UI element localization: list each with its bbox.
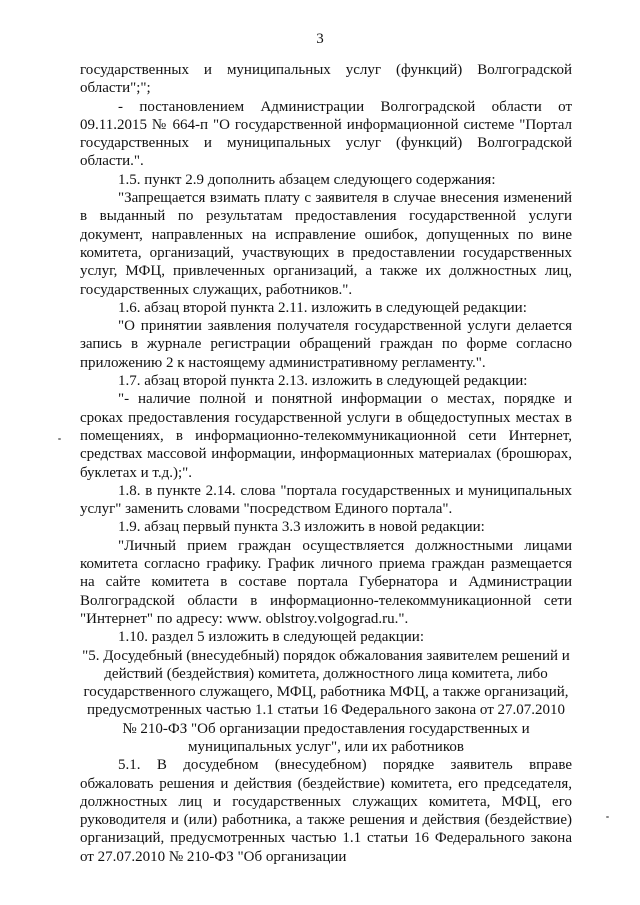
paragraph: - постановлением Администрации Волгоградской области от 09.11.2015 № 664-п "О государственной информационной системе "Портал государственных и муниципальных услуг (функций) Волгоградской области.". [80,98,572,170]
page-number: 3 [316,31,324,47]
paragraph: "О принятии заявления получателя государственной услуги делается запись в журнале регистрации обращений граждан по форме согласно приложению 2 к настоящему административному регламенту.". [80,318,572,371]
scan-speck [58,438,61,440]
paragraph: 1.8. в пункте 2.14. слова "портала государственных и муниципальных услуг" заменить словами "посредством Единого портала". [80,482,572,518]
section-heading: "5. Досудебный (внесудебный) порядок обжалования заявителем решений и действий (бездействия) комитета, должностного лица комитета, либо государственного служащего, МФЦ, работника МФЦ, а также организаций, предусмотренных частью 1.1 статьи 16 Федерального закона от 27.07.2010 № 210-ФЗ "Об организации предоставления государственных и муниципальных услуг", или их работников [82,647,570,755]
paragraph: 5.1. В досудебном (внесудебном) порядке заявитель вправе обжаловать решения и действия (бездействие) комитета, его председателя, должностных лиц и государственных служащих комитета, МФЦ, его руководителя и (или) работника, а также решения и действия (бездействие) организаций, предусмотренных частью 1.1 статьи 16 Федерального закона от 27.07.2010 № 210-ФЗ "Об организации [80,757,572,865]
scan-speck [606,816,609,818]
paragraph: 1.5. пункт 2.9 дополнить абзацем следующего содержания: [118,171,496,188]
paragraph: "- наличие полной и понятной информации о местах, порядке и сроках предоставления государственной услуги в общедоступных местах в помещениях, в информационно-телекоммуникационной сети Интернет, средствах массовой информации, информационных материалах (брошюрах, буклетах и т.д.);". [80,391,572,481]
document-body [80,61,572,866]
paragraph: 1.7. абзац второй пункта 2.13. изложить в следующей редакции: [118,373,528,390]
paragraph: "Личный прием граждан осуществляется должностными лицами комитета согласно графику. График личного приема граждан размещается на сайте комитета в составе портала Губернатора и Администрации Волгоградской области в информационно-телекоммуникационной сети "Интернет" по адресу: www. oblstroy.volgograd.ru.". [80,537,572,627]
paragraph: государственных и муниципальных услуг (функций) Волгоградской области";"; [80,62,572,97]
paragraph: "Запрещается взимать плату с заявителя в случае внесения изменений в выданный по результатам предоставления государственной услуги документ, направленных на исправление ошибок, допущенных по вине комитета, организаций, участвующих в предоставлении государственных услуг, МФЦ, привлеченных организаций, а также их должностных лиц, государственных служащих, работников.". [80,190,572,298]
paragraph: 1.6. абзац второй пункта 2.11. изложить в следующей редакции: [118,299,527,316]
paragraph: 1.9. абзац первый пункта 3.3 изложить в новой редакции: [118,519,485,536]
paragraph: 1.10. раздел 5 изложить в следующей редакции: [118,629,424,646]
